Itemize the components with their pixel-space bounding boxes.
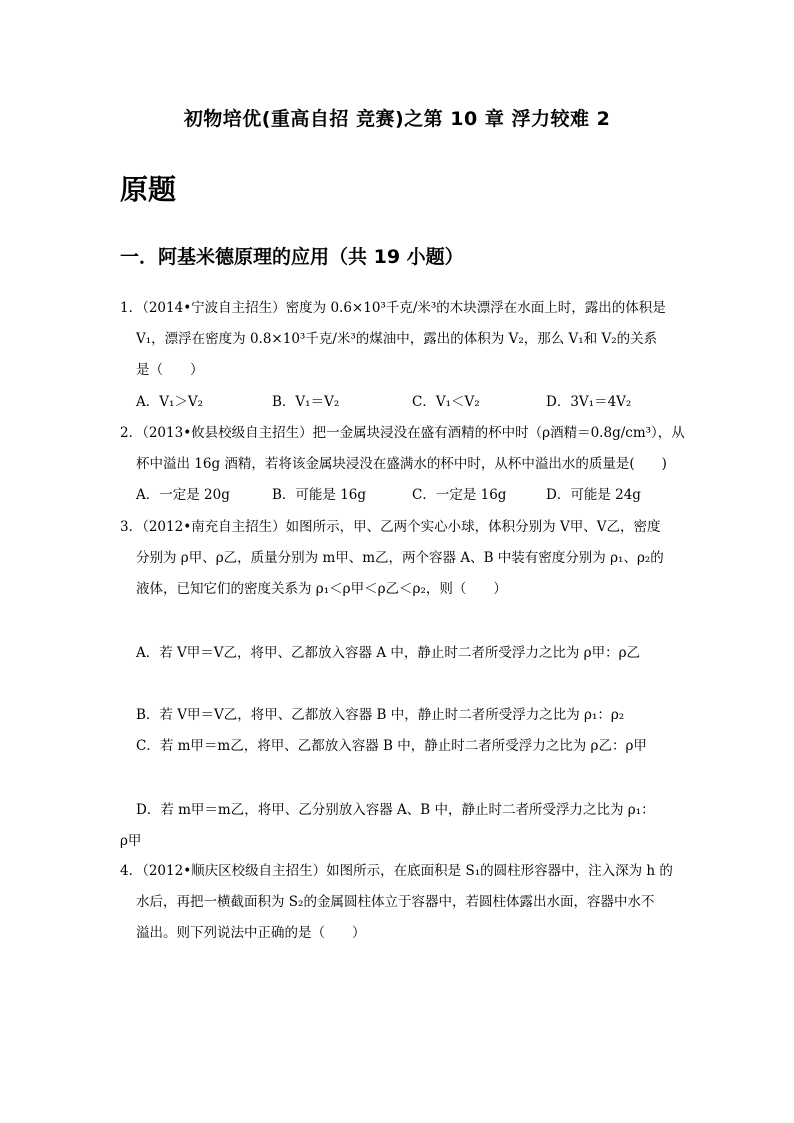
question-1-line-3: 是（ ） — [136, 362, 204, 378]
section-heading: 原题 — [120, 173, 177, 206]
question-4-line-1: 4．（2012•顺庆区校级自主招生）如图所示，在底面积是 S₁的圆柱形容器中，注入深为 h 的 — [120, 863, 673, 879]
question-2-option-c: C．一定是 16g — [412, 487, 507, 503]
question-3-option-b: B．若 V甲＝V乙，将甲、乙都放入容器 B 中，静止时二者所受浮力之比为 ρ₁：ρ₂ — [136, 707, 625, 723]
question-1-line-1: 1．（2014•宁波自主招生）密度为 0.6×10³千克/米³的木块漂浮在水面上时，露出的体积是 — [120, 300, 666, 316]
document-title: 初物培优(重高自招 竞赛)之第 10 章 浮力较难 2 — [183, 108, 611, 130]
question-1-option-b: B．V₁＝V₂ — [272, 394, 340, 410]
question-3-line-1: 3．（2012•南充自主招生）如图所示，甲、乙两个实心小球，体积分别为 V甲、V乙，密度 — [120, 519, 661, 535]
question-2-option-b: B．可能是 16g — [272, 487, 367, 503]
question-2-option-a: A．一定是 20g — [136, 487, 230, 503]
question-1-option-d: D．3V₁＝4V₂ — [546, 394, 632, 410]
question-1-option-c: C．V₁＜V₂ — [412, 394, 480, 410]
question-1-option-a: A．V₁＞V₂ — [136, 394, 204, 410]
question-3-option-a: A．若 V甲＝V乙，将甲、乙都放入容器 A 中，静止时二者所受浮力之比为 ρ甲：ρ乙 — [136, 645, 641, 661]
question-3-option-d-continued: ρ甲 — [120, 833, 142, 849]
question-3-option-c: C．若 m甲＝m乙，将甲、乙都放入容器 B 中，静止时二者所受浮力之比为 ρ乙：ρ甲 — [136, 738, 647, 754]
question-3-line-2: 分别为 ρ甲、ρ乙，质量分别为 m甲、m乙，两个容器 A、B 中装有密度分别为 ρ₁、ρ₂的 — [136, 550, 664, 566]
question-2-option-d: D．可能是 24g — [546, 487, 641, 503]
question-3-option-d: D．若 m甲＝m乙，将甲、乙分别放入容器 A、B 中，静止时二者所受浮力之比为 ρ₁： — [136, 802, 655, 818]
question-3-line-3: 液体，已知它们的密度关系为 ρ₁＜ρ甲＜ρ乙＜ρ₂，则（ ） — [136, 581, 507, 597]
question-2-line-1: 2．（2013•攸县校级自主招生）把一金属块浸没在盛有酒精的杯中时（ρ酒精＝0.8g/cm³），从 — [120, 425, 685, 441]
question-4-line-2: 水后，再把一横截面积为 S₂的金属圆柱体立于容器中，若圆柱体露出水面，容器中水不 — [136, 894, 655, 910]
question-2-line-2: 杯中溢出 16g 酒精，若将该金属块浸没在盛满水的杯中时，从杯中溢出水的质量是( ) — [136, 456, 667, 472]
part-heading: 一．阿基米德原理的应用（共 19 小题） — [120, 246, 464, 268]
question-4-line-3: 溢出。则下列说法中正确的是（ ） — [136, 925, 366, 941]
question-1-line-2: V₁，漂浮在密度为 0.8×10³千克/米³的煤油中，露出的体积为 V₂，那么 V₁和 V₂的关系 — [136, 331, 658, 347]
